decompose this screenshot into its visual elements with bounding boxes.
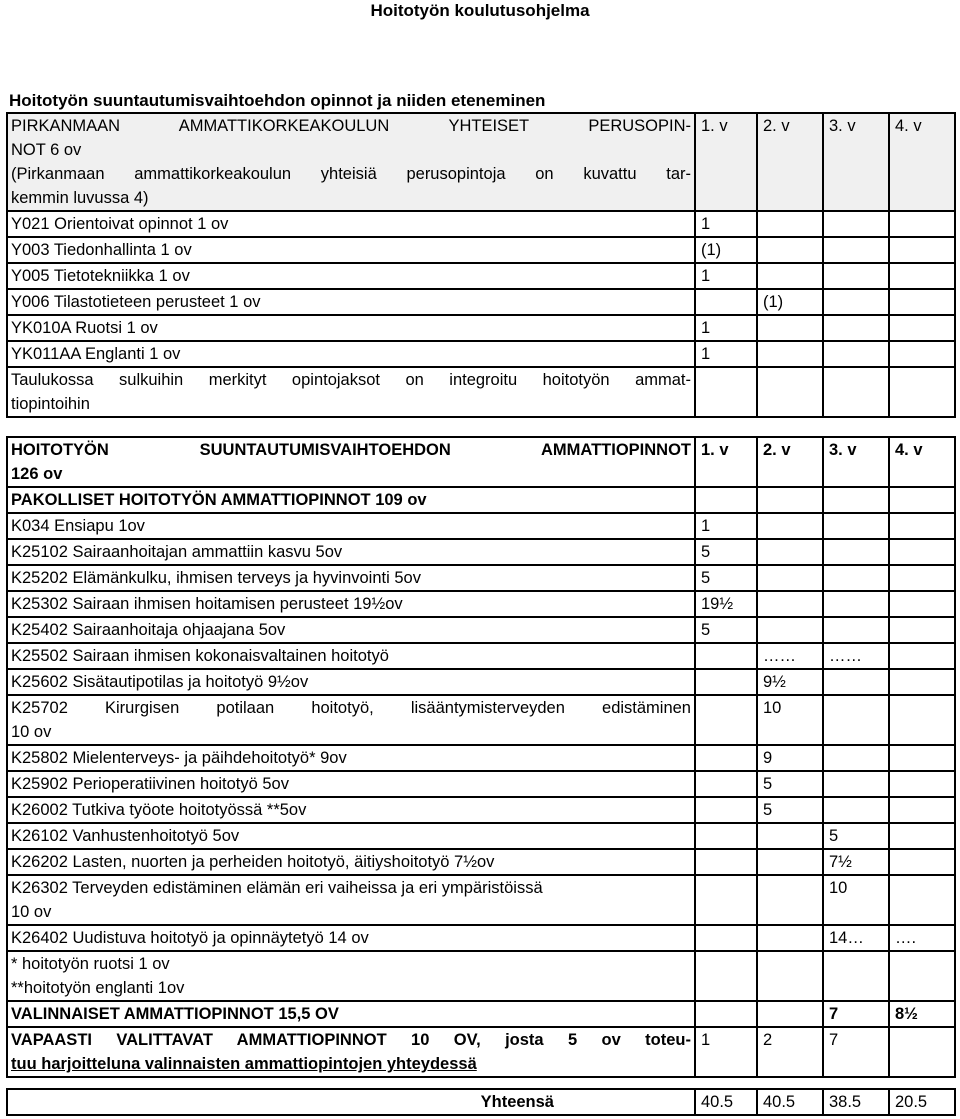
- year-value: [823, 617, 889, 643]
- year-value: [757, 565, 823, 591]
- free-choice-row: [7, 1027, 955, 1077]
- section-title: Hoitotyön suuntautumisvaihtoehdon opinnot ja niiden eteneminen: [9, 91, 546, 110]
- course-name: Y006 Tilastotieteen perusteet 1 ov: [7, 289, 695, 315]
- course-name: Y003 Tiedonhallinta 1 ov: [7, 237, 695, 263]
- year-value: [823, 539, 889, 565]
- elective-row: [7, 1001, 955, 1027]
- year-value: 19½: [695, 591, 757, 617]
- year-value: [889, 539, 955, 565]
- year-value: [757, 237, 823, 263]
- table-footnote-row: [7, 367, 955, 417]
- year-value: [695, 849, 757, 875]
- year-value: [757, 341, 823, 367]
- year-value: 5: [695, 539, 757, 565]
- year-value: ….: [889, 925, 955, 951]
- course-name: K034 Ensiapu 1ov: [7, 513, 695, 539]
- year-value: 5: [695, 617, 757, 643]
- year-value: 5: [695, 565, 757, 591]
- table-row: [7, 695, 955, 745]
- year-value: [889, 315, 955, 341]
- professional-studies-header-row: [7, 437, 955, 487]
- year-header: 4. v: [889, 437, 955, 487]
- year-value: [757, 591, 823, 617]
- year-value: (1): [757, 289, 823, 315]
- year-value: [823, 745, 889, 771]
- year-value: [695, 925, 757, 951]
- year-value: 7: [823, 1001, 889, 1027]
- table-footnote: Taulukossa sulkuihin merkityt opintojaksot on integroitu hoitotyön ammat- tiopintoihin: [7, 367, 695, 417]
- year-value: [823, 211, 889, 237]
- year-value: [823, 565, 889, 591]
- year-value: [889, 211, 955, 237]
- table-row: [7, 539, 955, 565]
- total-value: 40.5: [757, 1089, 823, 1115]
- table-row: [7, 925, 955, 951]
- table-row: [7, 591, 955, 617]
- course-name: Y005 Tietotekniikka 1 ov: [7, 263, 695, 289]
- table-row: [7, 263, 955, 289]
- year-value: [695, 669, 757, 695]
- year-value: [889, 643, 955, 669]
- year-value: [823, 341, 889, 367]
- course-name: K25202 Elämänkulku, ihmisen terveys ja hyvinvointi 5ov: [7, 565, 695, 591]
- year-value: [889, 771, 955, 797]
- year-value: [695, 823, 757, 849]
- table-row: [7, 341, 955, 367]
- year-value: [823, 695, 889, 745]
- totals-table: [6, 1088, 956, 1116]
- year-value: [889, 565, 955, 591]
- table-row: [7, 875, 955, 925]
- year-value: [823, 669, 889, 695]
- year-value: 1: [695, 263, 757, 289]
- year-value: [695, 745, 757, 771]
- year-value: [757, 1001, 823, 1027]
- year-value: ……: [823, 643, 889, 669]
- year-value: 7: [823, 1027, 889, 1077]
- year-value: 5: [757, 771, 823, 797]
- totals-label: Yhteensä: [7, 1089, 695, 1115]
- year-value: 14…: [823, 925, 889, 951]
- year-value: [757, 617, 823, 643]
- table-row: [7, 565, 955, 591]
- common-studies-table: [6, 112, 956, 418]
- year-header: 4. v: [889, 113, 955, 211]
- common-studies-header-row: [7, 113, 955, 211]
- year-value: 1: [695, 1027, 757, 1077]
- table-row: [7, 823, 955, 849]
- year-value: [757, 315, 823, 341]
- table-row: [7, 617, 955, 643]
- year-value: [889, 1027, 955, 1077]
- year-value: [695, 875, 757, 925]
- year-value: [695, 771, 757, 797]
- page-title: Hoitotyön koulutusohjelma: [370, 1, 590, 20]
- mandatory-header: PAKOLLISET HOITOTYÖN AMMATTIOPINNOT 109 ov: [7, 487, 695, 513]
- year-value: [695, 1001, 757, 1027]
- year-value: [757, 211, 823, 237]
- table-row: [7, 211, 955, 237]
- year-value: 8½: [889, 1001, 955, 1027]
- course-name: K25502 Sairaan ihmisen kokonaisvaltainen hoitotyö: [7, 643, 695, 669]
- year-value: [823, 263, 889, 289]
- course-name: K26302 Terveyden edistäminen elämän eri vaiheissa ja eri ympäristöissä 10 ov: [7, 875, 695, 925]
- year-value: [757, 925, 823, 951]
- year-value: 2: [757, 1027, 823, 1077]
- year-value: [823, 591, 889, 617]
- year-header: 2. v: [757, 113, 823, 211]
- year-value: [757, 539, 823, 565]
- year-value: 9½: [757, 669, 823, 695]
- year-header: 1. v: [695, 437, 757, 487]
- course-name: K26402 Uudistuva hoitotyö ja opinnäytetyö 14 ov: [7, 925, 695, 951]
- table-row: [7, 237, 955, 263]
- course-name: K25802 Mielenterveys- ja päihdehoitotyö* 9ov: [7, 745, 695, 771]
- year-value: [889, 341, 955, 367]
- year-value: [889, 875, 955, 925]
- year-value: [757, 849, 823, 875]
- year-value: ……: [757, 643, 823, 669]
- year-value: [889, 263, 955, 289]
- total-value: 20.5: [889, 1089, 955, 1115]
- year-value: [889, 695, 955, 745]
- year-value: [695, 695, 757, 745]
- total-value: 38.5: [823, 1089, 889, 1115]
- year-value: [823, 771, 889, 797]
- year-value: [757, 263, 823, 289]
- year-value: 1: [695, 315, 757, 341]
- year-value: [695, 289, 757, 315]
- free-choice-studies: VAPAASTI VALITTAVAT AMMATTIOPINNOT 10 OV, josta 5 ov toteu- tuu harjoitteluna valinnaisten ammattiopintojen yhteydessä: [7, 1027, 695, 1077]
- table-row: [7, 643, 955, 669]
- year-value: [889, 669, 955, 695]
- year-value: [695, 797, 757, 823]
- notes: * hoitotyön ruotsi 1 ov **hoitotyön englanti 1ov: [7, 951, 695, 1001]
- year-value: [889, 823, 955, 849]
- year-value: 10: [823, 875, 889, 925]
- year-value: 1: [695, 513, 757, 539]
- course-name: K26102 Vanhustenhoitotyö 5ov: [7, 823, 695, 849]
- course-name: K25302 Sairaan ihmisen hoitamisen perusteet 19½ov: [7, 591, 695, 617]
- year-value: [695, 643, 757, 669]
- elective-studies: VALINNAISET AMMATTIOPINNOT 15,5 OV: [7, 1001, 695, 1027]
- common-studies-header: PIRKANMAAN AMMATTIKORKEAKOULUN YHTEISET PERUSOPIN- NOT 6 ov (Pirkanmaan ammattikorkeakoulun yhteisiä perusopintoja on kuvattu tar- kemmin luvussa 4): [7, 113, 695, 211]
- year-header: 3. v: [823, 113, 889, 211]
- table-row: [7, 745, 955, 771]
- notes-row: [7, 951, 955, 1001]
- course-name: K26002 Tutkiva työote hoitotyössä **5ov: [7, 797, 695, 823]
- year-value: [889, 513, 955, 539]
- course-name: K25102 Sairaanhoitajan ammattiin kasvu 5ov: [7, 539, 695, 565]
- course-name: YK011AA Englanti 1 ov: [7, 341, 695, 367]
- year-value: [889, 849, 955, 875]
- table-row: [7, 315, 955, 341]
- year-value: [823, 237, 889, 263]
- year-value: [823, 315, 889, 341]
- course-name: Y021 Orientoivat opinnot 1 ov: [7, 211, 695, 237]
- table-row: [7, 289, 955, 315]
- year-value: [889, 745, 955, 771]
- year-value: 1: [695, 211, 757, 237]
- year-value: [889, 617, 955, 643]
- year-value: 1: [695, 341, 757, 367]
- year-value: 10: [757, 695, 823, 745]
- course-name: K25902 Perioperatiivinen hoitotyö 5ov: [7, 771, 695, 797]
- year-value: [889, 797, 955, 823]
- year-header: 1. v: [695, 113, 757, 211]
- year-value: [757, 823, 823, 849]
- year-value: [823, 513, 889, 539]
- professional-studies-header: HOITOTYÖN SUUNTAUTUMISVAIHTOEHDON AMMATTIOPINNOT 126 ov: [7, 437, 695, 487]
- year-value: [757, 875, 823, 925]
- table-row: [7, 513, 955, 539]
- year-value: [889, 237, 955, 263]
- year-value: 9: [757, 745, 823, 771]
- year-value: [757, 513, 823, 539]
- year-value: [889, 591, 955, 617]
- year-value: 7½: [823, 849, 889, 875]
- table-row: [7, 797, 955, 823]
- course-name: YK010A Ruotsi 1 ov: [7, 315, 695, 341]
- mandatory-header-row: [7, 487, 955, 513]
- year-value: [823, 289, 889, 315]
- table-row: [7, 771, 955, 797]
- totals-row: [7, 1089, 955, 1115]
- table-row: [7, 849, 955, 875]
- year-header: 3. v: [823, 437, 889, 487]
- course-name: K25702 Kirurgisen potilaan hoitotyö, lisääntymisterveyden edistäminen 10 ov: [7, 695, 695, 745]
- table-row: [7, 669, 955, 695]
- year-value: [889, 289, 955, 315]
- year-value: (1): [695, 237, 757, 263]
- course-name: K25402 Sairaanhoitaja ohjaajana 5ov: [7, 617, 695, 643]
- year-value: 5: [757, 797, 823, 823]
- professional-studies-table: [6, 436, 956, 1078]
- year-header: 2. v: [757, 437, 823, 487]
- year-value: [823, 797, 889, 823]
- year-value: 5: [823, 823, 889, 849]
- total-value: 40.5: [695, 1089, 757, 1115]
- course-name: K26202 Lasten, nuorten ja perheiden hoitotyö, äitiyshoitotyö 7½ov: [7, 849, 695, 875]
- course-name: K25602 Sisätautipotilas ja hoitotyö 9½ov: [7, 669, 695, 695]
